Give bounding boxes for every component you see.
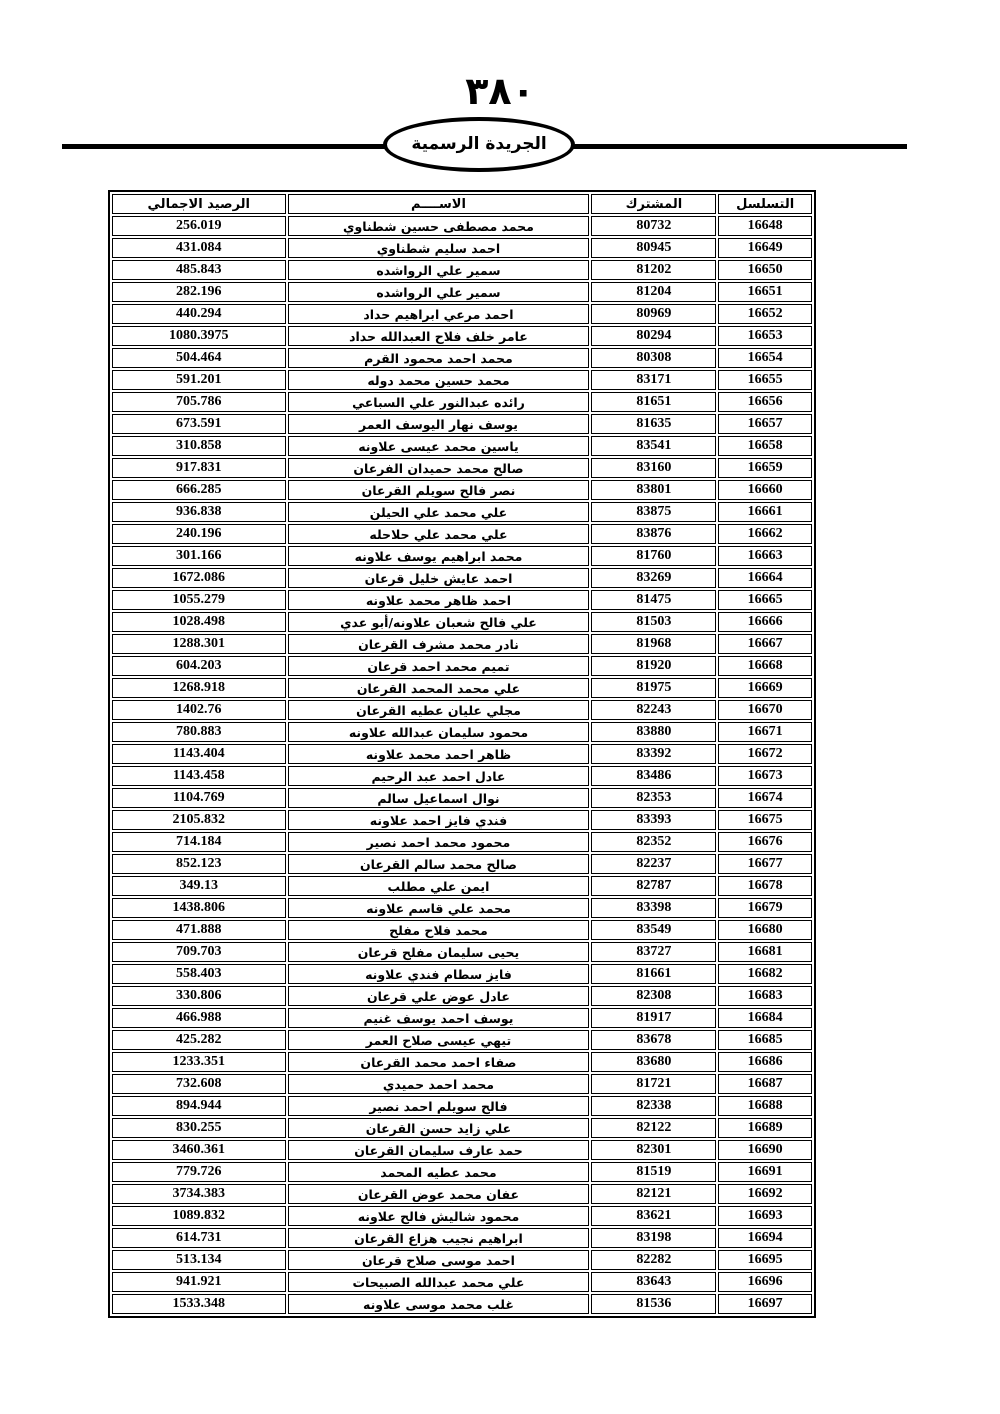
table-row xyxy=(112,722,812,742)
serial-cell: 16683 xyxy=(718,986,812,1006)
serial-cell: 16690 xyxy=(718,1140,812,1160)
name-cell: احمد سليم شطناوي xyxy=(288,238,590,258)
serial-cell: 16650 xyxy=(718,260,812,280)
table-row xyxy=(112,436,812,456)
table-row xyxy=(112,920,812,940)
subscriber-cell: 82301 xyxy=(591,1140,716,1160)
name-cell: احمد ظاهر محمد علاونه xyxy=(288,590,590,610)
balance-cell: 852.123 xyxy=(112,854,286,874)
table-row xyxy=(112,546,812,566)
balance-cell: 1672.086 xyxy=(112,568,286,588)
name-cell: علي محمد علي الحيلن xyxy=(288,502,590,522)
name-cell: احمد عايش خليل قرعان xyxy=(288,568,590,588)
serial-cell: 16673 xyxy=(718,766,812,786)
subscriber-cell: 81721 xyxy=(591,1074,716,1094)
balance-cell: 1104.769 xyxy=(112,788,286,808)
balance-cell: 349.13 xyxy=(112,876,286,896)
table-row xyxy=(112,1030,812,1050)
name-cell: يحيى سليمان مفلح قرعان xyxy=(288,942,590,962)
serial-cell: 16665 xyxy=(718,590,812,610)
balance-cell: 330.806 xyxy=(112,986,286,1006)
name-cell: احمد مرعي ابراهيم حداد xyxy=(288,304,590,324)
serial-cell: 16684 xyxy=(718,1008,812,1028)
subscriber-cell: 82338 xyxy=(591,1096,716,1116)
table-row xyxy=(112,1272,812,1292)
subscriber-cell: 82787 xyxy=(591,876,716,896)
serial-cell: 16654 xyxy=(718,348,812,368)
balance-cell: 1143.404 xyxy=(112,744,286,764)
name-cell: محمد علي قاسم علاونه xyxy=(288,898,590,918)
table-row xyxy=(112,1096,812,1116)
name-cell: ايمن علي مطلب xyxy=(288,876,590,896)
subscriber-cell: 82122 xyxy=(591,1118,716,1138)
name-cell: تميم محمد احمد قرعان xyxy=(288,656,590,676)
name-cell: حمد عارف سليمان القرعان xyxy=(288,1140,590,1160)
subscriber-cell: 83392 xyxy=(591,744,716,764)
name-cell: محمد فلاح مفلح xyxy=(288,920,590,940)
name-cell: فايز سطام فندي علاونه xyxy=(288,964,590,984)
balance-cell: 425.282 xyxy=(112,1030,286,1050)
table-row xyxy=(112,392,812,412)
subscriber-cell: 83393 xyxy=(591,810,716,830)
serial-cell: 16661 xyxy=(718,502,812,522)
name-cell: نصر فالح سويلم القرعان xyxy=(288,480,590,500)
table-row xyxy=(112,304,812,324)
table-row xyxy=(112,1118,812,1138)
serial-cell: 16674 xyxy=(718,788,812,808)
subscriber-cell: 82237 xyxy=(591,854,716,874)
name-cell: محمد عطيه المحمد xyxy=(288,1162,590,1182)
subscriber-cell: 82121 xyxy=(591,1184,716,1204)
subscriber-cell: 83171 xyxy=(591,370,716,390)
balance-cell: 779.726 xyxy=(112,1162,286,1182)
table-row xyxy=(112,458,812,478)
subscriber-cell: 81968 xyxy=(591,634,716,654)
name-cell: نوال اسماعيل سالم xyxy=(288,788,590,808)
serial-cell: 16660 xyxy=(718,480,812,500)
balance-cell: 894.944 xyxy=(112,1096,286,1116)
balance-cell: 732.608 xyxy=(112,1074,286,1094)
balance-cell: 705.786 xyxy=(112,392,286,412)
subscriber-cell: 81536 xyxy=(591,1294,716,1314)
name-cell: محمود سليمان عبدالله علاونه xyxy=(288,722,590,742)
balance-cell: 301.166 xyxy=(112,546,286,566)
table-row xyxy=(112,348,812,368)
serial-cell: 16657 xyxy=(718,414,812,434)
name-cell: يوسف احمد يوسف غنيم xyxy=(288,1008,590,1028)
page-number: ٣٨٠ xyxy=(465,69,535,113)
serial-cell: 16693 xyxy=(718,1206,812,1226)
name-cell: محمد احمد محمود القرم xyxy=(288,348,590,368)
subscriber-cell: 81475 xyxy=(591,590,716,610)
subscriber-column-header: المشترك xyxy=(591,194,716,214)
serial-cell: 16649 xyxy=(718,238,812,258)
table-row xyxy=(112,282,812,302)
table-row xyxy=(112,524,812,544)
subscriber-cell: 81651 xyxy=(591,392,716,412)
subscriber-cell: 81917 xyxy=(591,1008,716,1028)
table-row xyxy=(112,1052,812,1072)
serial-cell: 16653 xyxy=(718,326,812,346)
serial-cell: 16685 xyxy=(718,1030,812,1050)
name-cell: يوسف نهار اليوسف العمر xyxy=(288,414,590,434)
table-row xyxy=(112,1074,812,1094)
table-row xyxy=(112,964,812,984)
serial-cell: 16648 xyxy=(718,216,812,236)
table-row xyxy=(112,876,812,896)
balance-cell: 1402.76 xyxy=(112,700,286,720)
serial-column-header: التسلسل xyxy=(718,194,812,214)
serial-cell: 16676 xyxy=(718,832,812,852)
name-cell: علي زايد حسن القرعان xyxy=(288,1118,590,1138)
serial-cell: 16675 xyxy=(718,810,812,830)
balance-cell: 591.201 xyxy=(112,370,286,390)
balance-cell: 466.988 xyxy=(112,1008,286,1028)
table-row xyxy=(112,832,812,852)
balance-cell: 485.843 xyxy=(112,260,286,280)
serial-cell: 16688 xyxy=(718,1096,812,1116)
table-body xyxy=(112,216,812,1314)
subscriber-cell: 83541 xyxy=(591,436,716,456)
name-cell: علي فالح شعبان علاونه/أبو عدي xyxy=(288,612,590,632)
serial-cell: 16666 xyxy=(718,612,812,632)
serial-cell: 16680 xyxy=(718,920,812,940)
subscriber-cell: 83727 xyxy=(591,942,716,962)
balance-cell: 1080.3975 xyxy=(112,326,286,346)
name-cell: عامر خلف فلاح العبدالله حداد xyxy=(288,326,590,346)
table-row xyxy=(112,1008,812,1028)
table-row xyxy=(112,634,812,654)
name-cell: سمير علي الرواشده xyxy=(288,260,590,280)
balance-cell: 440.294 xyxy=(112,304,286,324)
name-cell: محمد ابراهيم يوسف علاونه xyxy=(288,546,590,566)
table-row xyxy=(112,788,812,808)
balance-cell: 558.403 xyxy=(112,964,286,984)
subscriber-cell: 80294 xyxy=(591,326,716,346)
serial-cell: 16658 xyxy=(718,436,812,456)
balance-cell: 1288.301 xyxy=(112,634,286,654)
table-row xyxy=(112,260,812,280)
subscriber-registry-table xyxy=(108,190,816,1318)
serial-cell: 16692 xyxy=(718,1184,812,1204)
subscriber-cell: 81204 xyxy=(591,282,716,302)
subscriber-cell: 83398 xyxy=(591,898,716,918)
name-cell: صالح محمد حميدان الفرعان xyxy=(288,458,590,478)
table-row xyxy=(112,1250,812,1270)
subscriber-cell: 82353 xyxy=(591,788,716,808)
name-cell: مجلي عليان عطيه القرعان xyxy=(288,700,590,720)
name-cell: عفان محمد عوض القرعان xyxy=(288,1184,590,1204)
name-cell: ابراهيم نجيب هزاع القرعان xyxy=(288,1228,590,1248)
serial-cell: 16651 xyxy=(718,282,812,302)
balance-cell: 240.196 xyxy=(112,524,286,544)
serial-cell: 16656 xyxy=(718,392,812,412)
table-row xyxy=(112,590,812,610)
subscriber-cell: 83680 xyxy=(591,1052,716,1072)
serial-cell: 16670 xyxy=(718,700,812,720)
table-row xyxy=(112,898,812,918)
table-row xyxy=(112,766,812,786)
balance-cell: 310.858 xyxy=(112,436,286,456)
balance-cell: 1533.348 xyxy=(112,1294,286,1314)
subscriber-cell: 80969 xyxy=(591,304,716,324)
subscriber-cell: 83486 xyxy=(591,766,716,786)
balance-cell: 673.591 xyxy=(112,414,286,434)
balance-cell: 256.019 xyxy=(112,216,286,236)
table-row xyxy=(112,238,812,258)
subscriber-cell: 82352 xyxy=(591,832,716,852)
table-row xyxy=(112,612,812,632)
serial-cell: 16672 xyxy=(718,744,812,764)
balance-cell: 1233.351 xyxy=(112,1052,286,1072)
name-cell: محمد مصطفى حسين شطناوي xyxy=(288,216,590,236)
table-row xyxy=(112,1184,812,1204)
name-cell: محمود شاليش فالح علاونه xyxy=(288,1206,590,1226)
subscriber-cell: 83160 xyxy=(591,458,716,478)
table-row xyxy=(112,700,812,720)
table-row xyxy=(112,678,812,698)
balance-cell: 666.285 xyxy=(112,480,286,500)
table-row xyxy=(112,414,812,434)
table-row xyxy=(112,370,812,390)
balance-cell: 1268.918 xyxy=(112,678,286,698)
name-cell: رائده عبدالنور علي السباعي xyxy=(288,392,590,412)
table-row xyxy=(112,986,812,1006)
balance-cell: 1028.498 xyxy=(112,612,286,632)
name-cell: محمود محمد احمد نصير xyxy=(288,832,590,852)
balance-cell: 1438.806 xyxy=(112,898,286,918)
table-row xyxy=(112,810,812,830)
name-cell: صفاء احمد محمد القرعان xyxy=(288,1052,590,1072)
balance-cell: 604.203 xyxy=(112,656,286,676)
balance-cell: 2105.832 xyxy=(112,810,286,830)
subscriber-cell: 83198 xyxy=(591,1228,716,1248)
balance-cell: 3734.383 xyxy=(112,1184,286,1204)
name-cell: ياسين محمد عيسى علاونه xyxy=(288,436,590,456)
name-cell: علي محمد المحمد القرعان xyxy=(288,678,590,698)
balance-cell: 830.255 xyxy=(112,1118,286,1138)
balance-cell: 780.883 xyxy=(112,722,286,742)
balance-cell: 431.084 xyxy=(112,238,286,258)
balance-cell: 513.134 xyxy=(112,1250,286,1270)
table-row xyxy=(112,744,812,764)
subscriber-cell: 80308 xyxy=(591,348,716,368)
subscriber-cell: 81635 xyxy=(591,414,716,434)
table-row xyxy=(112,1206,812,1226)
table-row xyxy=(112,480,812,500)
balance-cell: 1143.458 xyxy=(112,766,286,786)
table-row xyxy=(112,656,812,676)
serial-cell: 16697 xyxy=(718,1294,812,1314)
subscriber-cell: 83880 xyxy=(591,722,716,742)
subscriber-cell: 82282 xyxy=(591,1250,716,1270)
balance-cell: 709.703 xyxy=(112,942,286,962)
balance-column-header: الرصيد الاجمالي xyxy=(112,194,286,214)
name-cell: غلب محمد موسى علاونه xyxy=(288,1294,590,1314)
name-cell: محمد حسين محمد دوله xyxy=(288,370,590,390)
gazette-title-ellipse xyxy=(383,117,575,172)
balance-cell: 714.184 xyxy=(112,832,286,852)
subscriber-cell: 82243 xyxy=(591,700,716,720)
subscriber-cell: 81202 xyxy=(591,260,716,280)
serial-cell: 16681 xyxy=(718,942,812,962)
serial-cell: 16696 xyxy=(718,1272,812,1292)
subscriber-cell: 81975 xyxy=(591,678,716,698)
balance-cell: 917.831 xyxy=(112,458,286,478)
serial-cell: 16695 xyxy=(718,1250,812,1270)
table-row xyxy=(112,1140,812,1160)
name-cell: تيهي عيسى صلاح العمر xyxy=(288,1030,590,1050)
serial-cell: 16669 xyxy=(718,678,812,698)
serial-cell: 16691 xyxy=(718,1162,812,1182)
serial-cell: 16652 xyxy=(718,304,812,324)
serial-cell: 16694 xyxy=(718,1228,812,1248)
name-cell: سمير علي الرواشده xyxy=(288,282,590,302)
serial-cell: 16668 xyxy=(718,656,812,676)
name-cell: عادل عوض علي قرعان xyxy=(288,986,590,1006)
serial-cell: 16682 xyxy=(718,964,812,984)
serial-cell: 16689 xyxy=(718,1118,812,1138)
balance-cell: 504.464 xyxy=(112,348,286,368)
table-row xyxy=(112,568,812,588)
subscriber-cell: 81503 xyxy=(591,612,716,632)
serial-cell: 16677 xyxy=(718,854,812,874)
subscriber-cell: 83621 xyxy=(591,1206,716,1226)
serial-cell: 16659 xyxy=(718,458,812,478)
table-header-row xyxy=(112,194,812,214)
serial-cell: 16686 xyxy=(718,1052,812,1072)
subscriber-cell: 81661 xyxy=(591,964,716,984)
name-cell: ظاهر احمد محمد علاونه xyxy=(288,744,590,764)
subscriber-cell: 81920 xyxy=(591,656,716,676)
table-row xyxy=(112,942,812,962)
balance-cell: 282.196 xyxy=(112,282,286,302)
table-row xyxy=(112,854,812,874)
name-cell: فندي فايز احمد علاونه xyxy=(288,810,590,830)
serial-cell: 16662 xyxy=(718,524,812,544)
subscriber-cell: 83678 xyxy=(591,1030,716,1050)
subscriber-cell: 81519 xyxy=(591,1162,716,1182)
subscriber-cell: 83801 xyxy=(591,480,716,500)
serial-cell: 16687 xyxy=(718,1074,812,1094)
table-row xyxy=(112,1228,812,1248)
serial-cell: 16671 xyxy=(718,722,812,742)
subscriber-cell: 83875 xyxy=(591,502,716,522)
serial-cell: 16667 xyxy=(718,634,812,654)
subscriber-cell: 83549 xyxy=(591,920,716,940)
serial-cell: 16655 xyxy=(718,370,812,390)
subscriber-cell: 81760 xyxy=(591,546,716,566)
table-row xyxy=(112,216,812,236)
balance-cell: 3460.361 xyxy=(112,1140,286,1160)
balance-cell: 941.921 xyxy=(112,1272,286,1292)
subscriber-cell: 82308 xyxy=(591,986,716,1006)
name-cell: محمد احمد حميدي xyxy=(288,1074,590,1094)
balance-cell: 1089.832 xyxy=(112,1206,286,1226)
table-row xyxy=(112,1162,812,1182)
subscriber-cell: 80732 xyxy=(591,216,716,236)
balance-cell: 614.731 xyxy=(112,1228,286,1248)
balance-cell: 936.838 xyxy=(112,502,286,522)
name-cell: عادل احمد عبد الرحيم xyxy=(288,766,590,786)
name-cell: علي محمد علي حلاحله xyxy=(288,524,590,544)
subscriber-cell: 83269 xyxy=(591,568,716,588)
name-cell: صالح محمد سالم القرعان xyxy=(288,854,590,874)
name-cell: فالح سويلم احمد نصير xyxy=(288,1096,590,1116)
serial-cell: 16663 xyxy=(718,546,812,566)
name-column-header: الاســــم xyxy=(288,194,590,214)
table-row xyxy=(112,326,812,346)
balance-cell: 471.888 xyxy=(112,920,286,940)
table-row xyxy=(112,1294,812,1314)
name-cell: نادر محمد مشرف القرعان xyxy=(288,634,590,654)
subscriber-cell: 83876 xyxy=(591,524,716,544)
gazette-title: الجريدة الرسمية xyxy=(411,133,547,154)
name-cell: علي محمد عبدالله الصبيحات xyxy=(288,1272,590,1292)
serial-cell: 16678 xyxy=(718,876,812,896)
serial-cell: 16679 xyxy=(718,898,812,918)
subscriber-cell: 83643 xyxy=(591,1272,716,1292)
table-row xyxy=(112,502,812,522)
name-cell: احمد موسى صلاح قرعان xyxy=(288,1250,590,1270)
serial-cell: 16664 xyxy=(718,568,812,588)
subscriber-cell: 80945 xyxy=(591,238,716,258)
balance-cell: 1055.279 xyxy=(112,590,286,610)
